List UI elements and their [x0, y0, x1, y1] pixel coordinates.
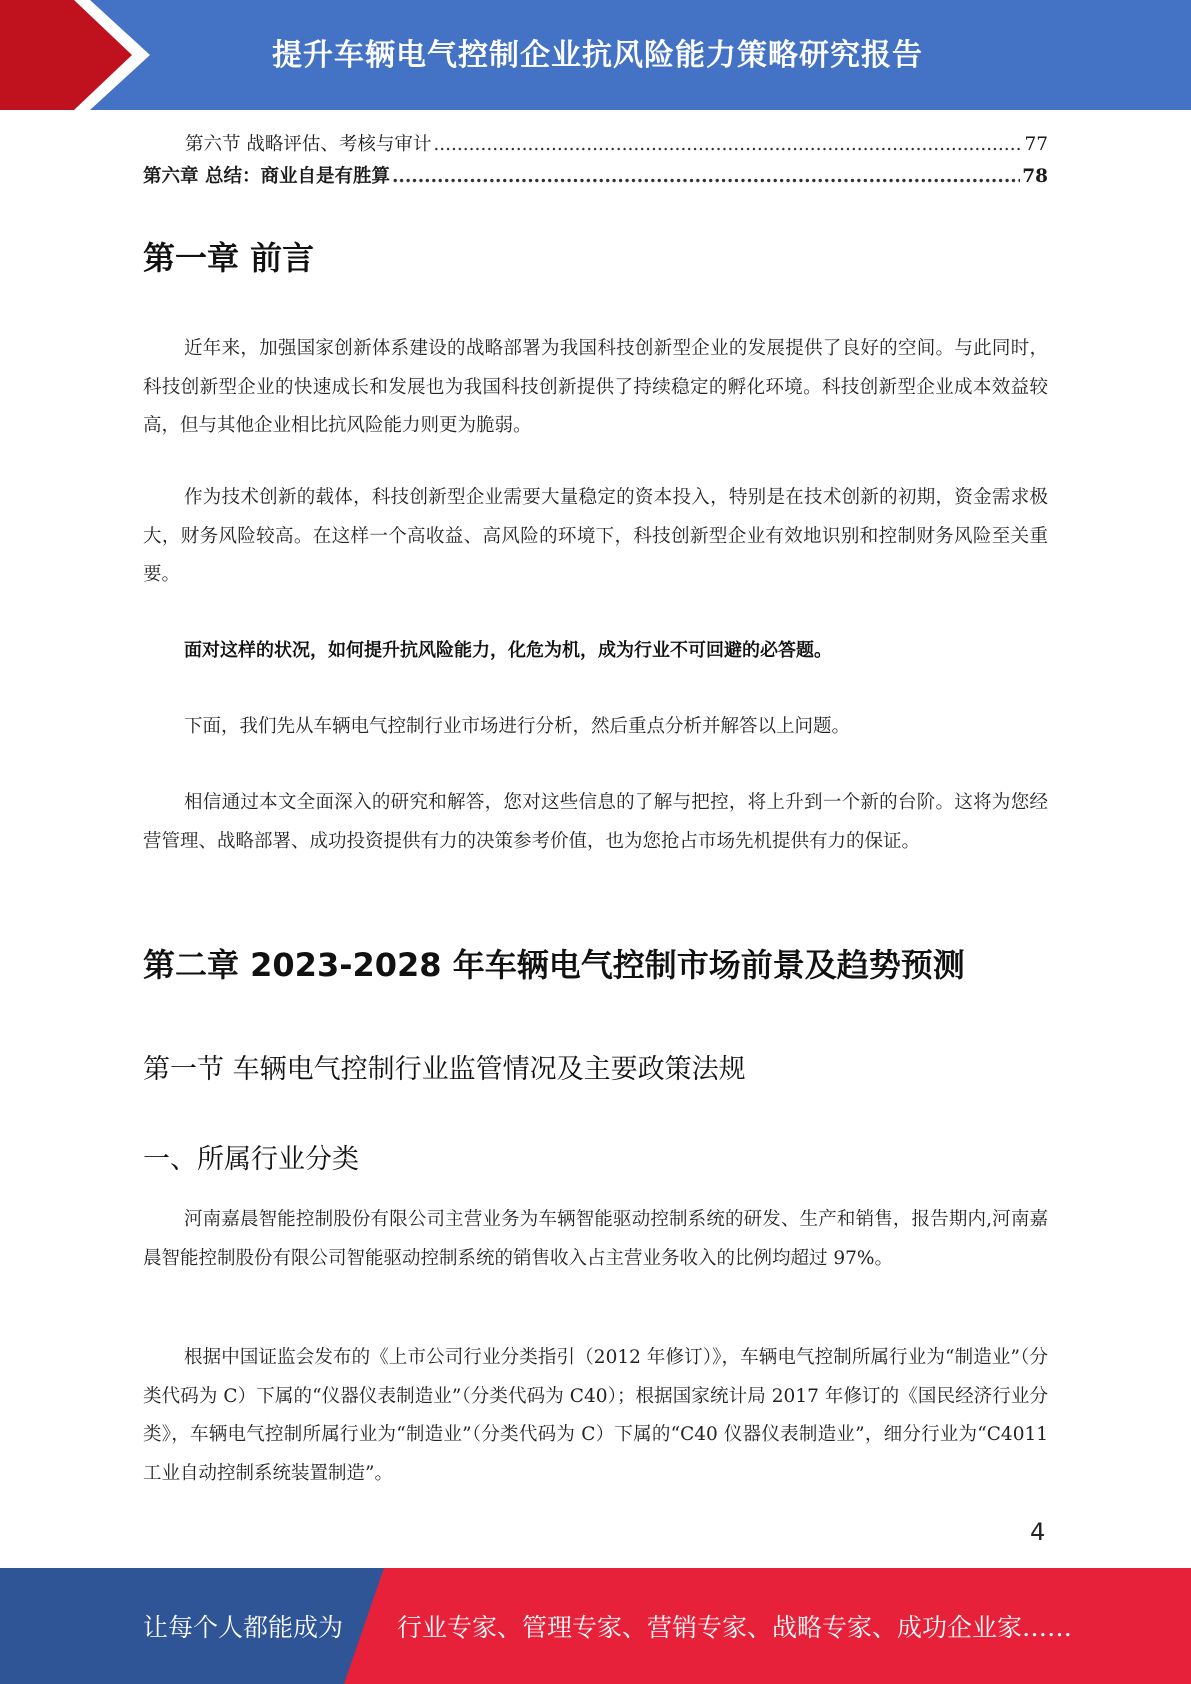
chapter-1-paragraph: 作为技术创新的载体，科技创新型企业需要大量稳定的资本投入，特别是在技术创新的初期，资金需求极大，财务风险较高。在这样一个高收益、高风险的环境下，科技创新型企业有效地识别和控制财务风险至关重要。 [143, 487, 1048, 585]
chapter-1-heading: 第一章 前言 [143, 239, 315, 277]
report-title: 提升车辆电气控制企业抗风险能力策略研究报告 [272, 38, 923, 73]
page-number: 4 [1030, 1518, 1046, 1546]
chapter-2-paragraph: 河南嘉晨智能控制股份有限公司主营业务为车辆智能驱动控制系统的研发、生产和销售，报告期内,河南嘉晨智能控制股份有限公司智能驱动控制系统的销售收入占主营业务收入的比例均超过 97%。 [143, 1209, 1048, 1269]
toc-entry-label: 第六章 总结：商业自是有胜算 [143, 166, 390, 187]
toc-entry-chapter-6[interactable] [143, 162, 1048, 188]
toc-entry-page: 77 [1024, 134, 1048, 155]
section-heading: 第一节 车辆电气控制行业监管情况及主要政策法规 [143, 1054, 746, 1085]
toc-entry-section-6[interactable] [143, 130, 1048, 156]
footer-slogan-right: 行业专家、管理专家、营销专家、战略专家、成功企业家…… [397, 1613, 1073, 1642]
subsection-heading: 一、所属行业分类 [143, 1144, 359, 1175]
page-header [0, 0, 1191, 110]
header-chevron-icon [0, 0, 160, 110]
chapter-1-paragraph: 近年来，加强国家创新体系建设的战略部署为我国科技创新型企业的发展提供了良好的空间。与此同时，科技创新型企业的快速成长和发展也为我国科技创新提供了持续稳定的孵化环境。科技创新型企业成本效益较高，但与其他企业相比抗风险能力则更为脆弱。 [143, 338, 1048, 436]
chapter-2-heading: 第二章 2023-2028 年车辆电气控制市场前景及趋势预测 [143, 946, 965, 984]
chapter-1-paragraph: 下面，我们先从车辆电气控制行业市场进行分析，然后重点分析并解答以上问题。 [184, 716, 851, 737]
toc-entry-label: 第六节 战略评估、考核与审计 [185, 134, 432, 155]
chapter-2-paragraph: 根据中国证监会发布的《上市公司行业分类指引（2012 年修订）》，车辆电气控制所属行业为“制造业”（分类代码为 C）下属的“仪器仪表制造业”（分类代码为 C40）；根据国家统计局 2017 年修订的《国民经济行业分类》，车辆电气控制所属行业为“制造业”（分类代码为 C）下属的“C40 仪器仪表制造业”，细分行业为“C4011 工业自动控制系统装置制造”。 [143, 1347, 1048, 1484]
page-footer [0, 1568, 1191, 1684]
footer-slogan-left: 让每个人都能成为 [143, 1613, 344, 1642]
toc-leader-dots [392, 166, 1020, 187]
chapter-1-paragraph: 相信通过本文全面深入的研究和解答，您对这些信息的了解与把控，将上升到一个新的台阶。这将为您经营管理、战略部署、成功投资提供有力的决策参考价值，也为您抢占市场先机提供有力的保证。 [143, 792, 1048, 852]
chapter-1-key-question: 面对这样的状况，如何提升抗风险能力，化危为机，成为行业不可回避的必答题。 [184, 640, 832, 661]
toc-leader-dots [433, 134, 1022, 155]
toc-entry-page: 78 [1022, 166, 1048, 187]
